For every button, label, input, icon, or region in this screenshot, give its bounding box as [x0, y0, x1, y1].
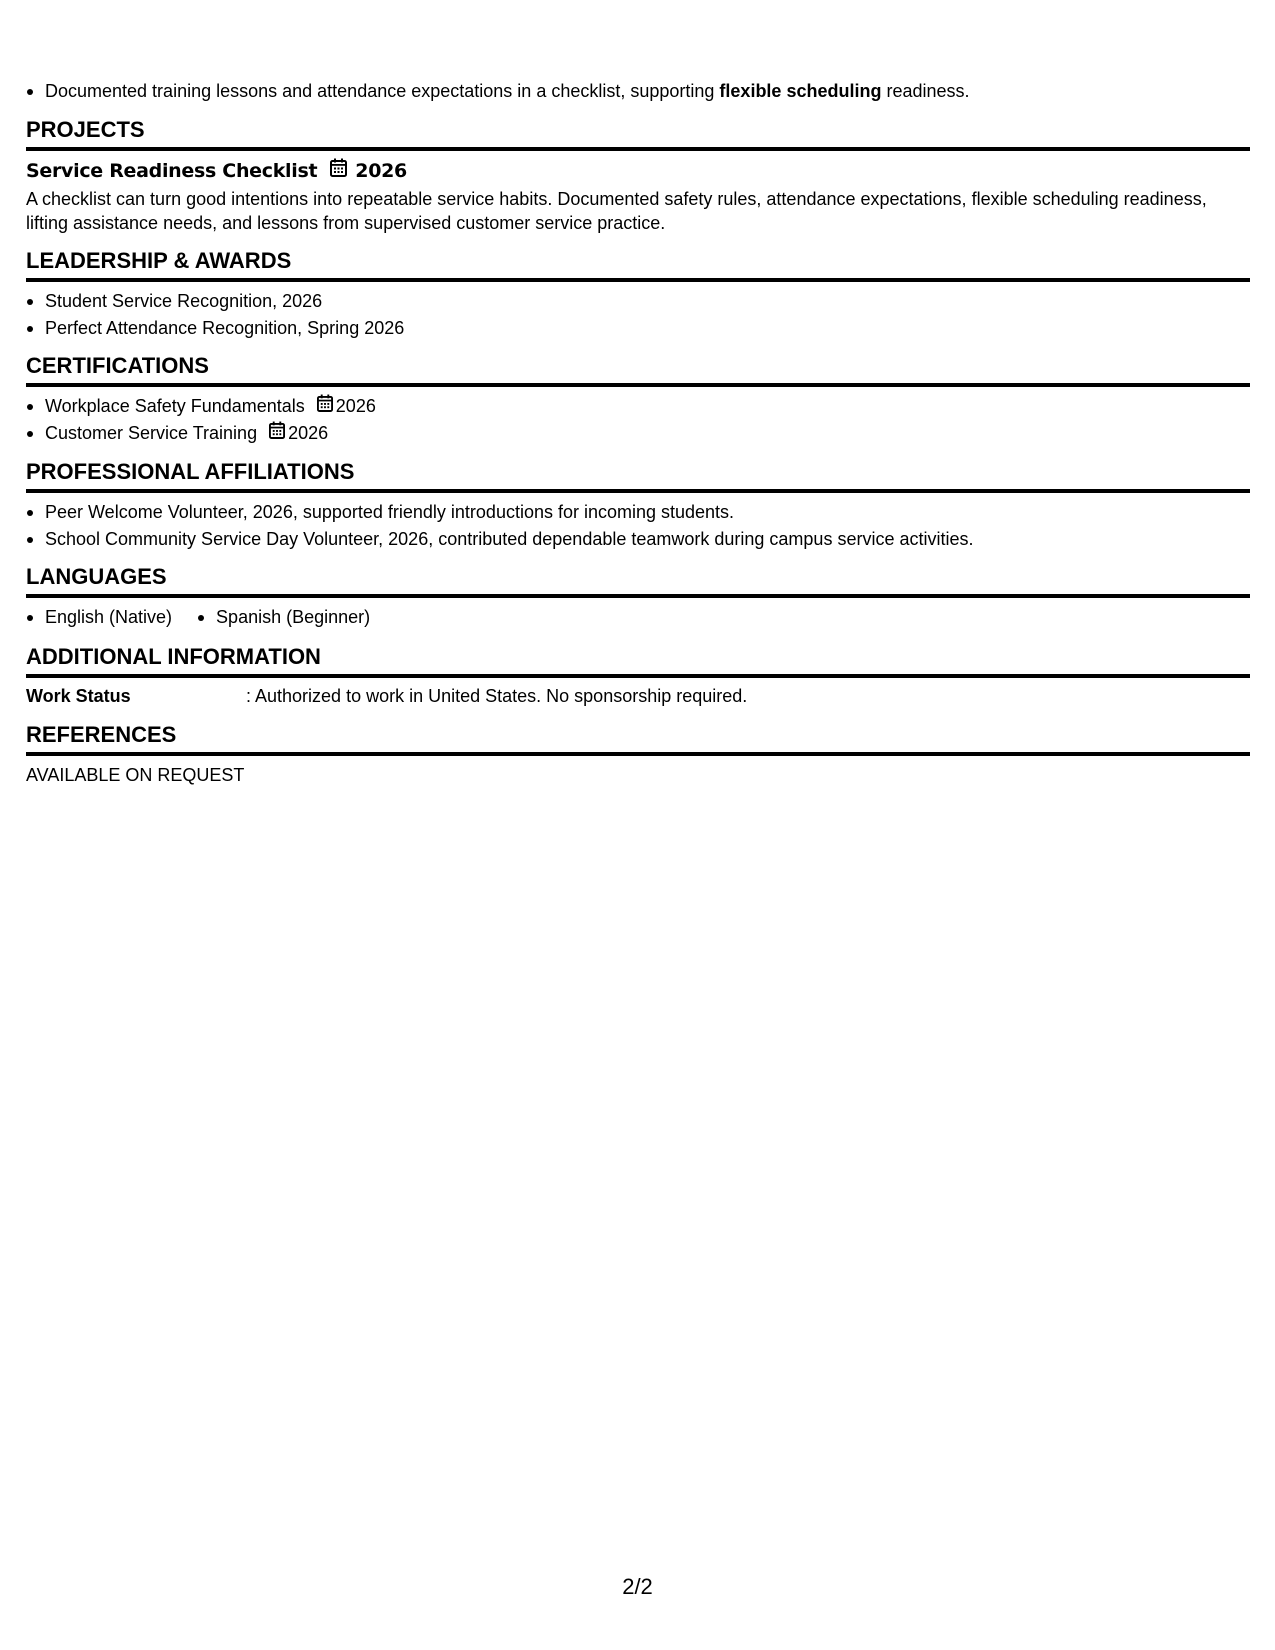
list-item: Spanish (Beginner)	[197, 604, 370, 631]
calendar-icon	[269, 420, 285, 447]
bullet-text-after: readiness.	[881, 81, 970, 101]
bullet-text-bold: flexible scheduling	[719, 81, 882, 101]
certifications-heading: CERTIFICATIONS	[26, 352, 1250, 387]
list-item: Peer Welcome Volunteer, 2026, supported friendly introductions for incoming students.	[26, 499, 1250, 526]
list-item: Student Service Recognition, 2026	[26, 288, 1250, 315]
leadership-heading: LEADERSHIP & AWARDS	[26, 247, 1250, 282]
project-year: 2026	[355, 160, 407, 182]
certification-row	[45, 393, 1250, 420]
languages-list	[26, 604, 1250, 631]
list-item: English (Native)	[26, 604, 172, 631]
list-item: School Community Service Day Volunteer, 2026, contributed dependable teamwork during campus service activities.	[26, 526, 1250, 553]
calendar-icon	[330, 158, 347, 184]
certification-name: Workplace Safety Fundamentals	[45, 396, 305, 416]
languages-heading: LANGUAGES	[26, 563, 1250, 598]
leadership-list	[26, 288, 1250, 342]
affiliations-list	[26, 499, 1250, 553]
experience-bullet	[26, 78, 1250, 105]
certification-row	[45, 420, 1250, 447]
certification-year: 2026	[288, 423, 329, 443]
work-status-label: Work Status	[26, 686, 131, 706]
affiliations-heading: PROFESSIONAL AFFILIATIONS	[26, 458, 1250, 493]
bullet-text-before: Documented training lessons and attendance expectations in a checklist, supporting	[45, 81, 720, 101]
additional-info-section	[26, 643, 1250, 709]
work-status-value: : Authorized to work in United States. No sponsorship required.	[246, 686, 748, 706]
project-description: A checklist can turn good intentions into repeatable service habits. Documented safety rules, attendance expectations, flexible scheduling readiness, lifting assistance needs, and lessons from supervised customer service practice.	[26, 189, 1207, 233]
leadership-section	[26, 247, 1250, 342]
projects-section	[26, 116, 1250, 235]
list-item	[26, 393, 1250, 420]
affiliations-section	[26, 458, 1250, 553]
references-text: AVAILABLE ON REQUEST	[26, 765, 245, 785]
certification-year: 2026	[335, 396, 376, 416]
additional-info-heading: ADDITIONAL INFORMATION	[26, 643, 1250, 678]
certifications-section	[26, 352, 1250, 447]
references-section	[26, 721, 1250, 788]
languages-section	[26, 563, 1250, 631]
certifications-list	[26, 393, 1250, 447]
list-item	[26, 420, 1250, 447]
experience-bullet-list	[26, 78, 1250, 105]
certification-name: Customer Service Training	[45, 423, 258, 443]
work-status-row	[26, 683, 1250, 709]
project-title-row	[26, 158, 1250, 184]
references-heading: REFERENCES	[26, 721, 1250, 756]
projects-heading: PROJECTS	[26, 116, 1250, 151]
calendar-icon	[317, 393, 333, 420]
project-title: Service Readiness Checklist	[26, 160, 318, 182]
page-number: 2/2	[622, 1574, 653, 1599]
list-item: Perfect Attendance Recognition, Spring 2026	[26, 315, 1250, 342]
